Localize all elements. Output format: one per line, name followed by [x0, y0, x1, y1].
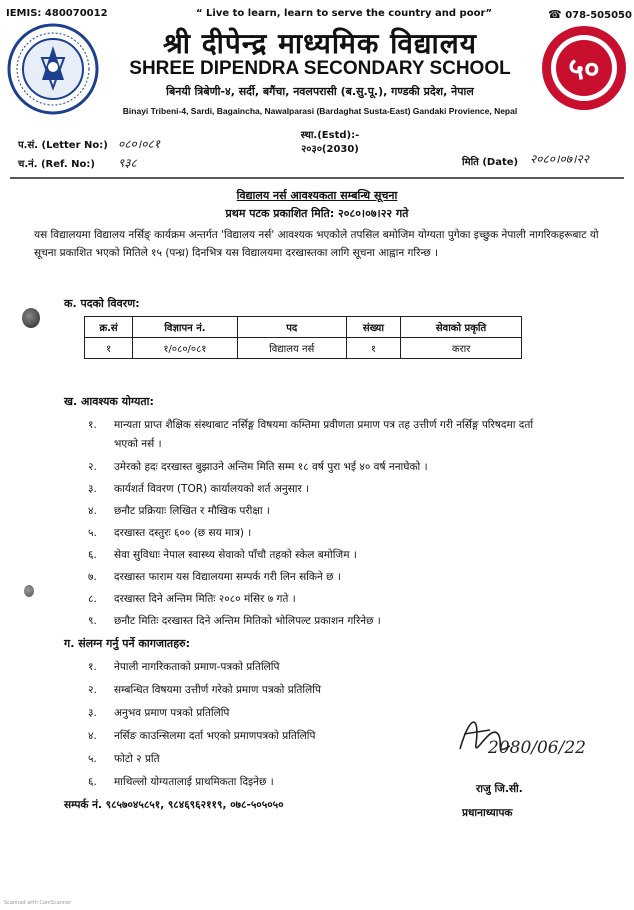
- school-logo-left: [6, 22, 100, 116]
- list-item: ८. दरखास्त दिने अन्तिम मितिः २०८० मंसिर ७ गते ।: [88, 593, 296, 605]
- scanner-watermark: Scanned with CamScanner: [4, 900, 72, 906]
- list-item: ३. कार्यशर्त विवरण (TOR) कार्यालयको शर्त अनुसार ।: [88, 483, 310, 495]
- address-english: Binayi Tribeni-4, Sardi, Bagaincha, Nawalparasi (Bardaghat Susta-East) Gandaki Provience, Nepal: [122, 106, 518, 116]
- cell-ad-no: १/०८०/०८१: [133, 338, 238, 359]
- list-item: ४. नर्सिङ काउन्सिलमा दर्ता भएको प्रमाणपत्रको प्रतिलिपि: [88, 730, 316, 742]
- signatory-name: राजु जि.सी.: [476, 783, 523, 795]
- anniversary-number: ५०: [568, 52, 600, 87]
- notice-intro: यस विद्यालयमा विद्यालय नर्सिङ् कार्यक्रम अन्तर्गत 'विद्यालय नर्स' आवश्यक भएकोले तपसिल बमोजिम योग्यता पुगेका इच्छुक नेपाली नागरिकहरूबाट यो सूचना प्रकाशित भएको मितिले १५ (पन्ध्र) दिनभित्र यस विद्यालयमा दरखास्तका लागि सूचना आह्वान गरिन्छ ।: [34, 229, 599, 259]
- phone-block: [548, 8, 632, 21]
- cell-service-type: करार: [401, 338, 522, 359]
- phone-number: 078-505050: [565, 10, 632, 21]
- letter-no-value: ०८०।०८१: [118, 137, 160, 151]
- list-item: ९. छनौट मितिः दरखास्त दिने अन्तिम मितिको भोलिपल्ट प्रकाशन गरिनेछ ।: [88, 615, 381, 627]
- punch-hole-small: [24, 585, 34, 597]
- table-row: [85, 338, 522, 359]
- list-item: २. सम्बन्धित विषयमा उत्तीर्ण गरेको प्रमाण पत्रको प्रतिलिपि: [88, 684, 321, 696]
- col-ad-no: विज्ञापन नं.: [133, 317, 238, 338]
- list-item: भएको नर्स ।: [114, 438, 162, 450]
- date-value: २०८०।०७।२२: [530, 152, 590, 166]
- col-sn: क्र.सं: [85, 317, 133, 338]
- notice-subtitle: प्रथम पटक प्रकाशित मिति: २०८०।०७।२२ गते: [225, 207, 409, 220]
- list-item: ३. अनुभव प्रमाण पत्रको प्रतिलिपि: [88, 707, 230, 719]
- list-item: ६. सेवा सुविधाः नेपाल स्वास्थ्य सेवाको पाँचौ तहको स्केल बमोजिम ।: [88, 549, 357, 561]
- anniversary-logo-right: [540, 24, 628, 112]
- list-item: ७. दरखास्त फाराम यस विद्यालयमा सम्पर्क गरी लिन सकिने छ ।: [88, 571, 341, 583]
- ref-no-value: ९३८: [118, 156, 137, 170]
- phone-icon: ☎: [548, 8, 562, 21]
- header-divider: [0, 176, 634, 182]
- school-motto: “ Live to learn, learn to serve the country and poor”: [196, 8, 493, 19]
- list-item: ५. फोटो २ प्रति: [88, 753, 160, 765]
- date-label: मिति (Date): [462, 157, 519, 168]
- section-a-heading: क. पदको विवरण:: [64, 297, 140, 310]
- punch-hole: [22, 308, 40, 328]
- cell-sn: १: [85, 338, 133, 359]
- ref-no-label: च.नं. (Ref. No:): [18, 159, 95, 170]
- letter-no-label: प.सं. (Letter No:): [18, 140, 108, 151]
- school-name-nepali: श्री दीपेन्द्र माध्यमिक विद्यालय: [162, 27, 478, 60]
- posts-table: [84, 316, 522, 359]
- established-year: स्था.(Estd):- २०३०(2030): [300, 130, 360, 155]
- signature-date: 2080/06/22: [488, 738, 586, 758]
- list-item: २. उमेरको हदः दरखास्त बुझाउने अन्तिम मिति सम्म १८ वर्ष पुरा भई ४० वर्ष ननाघेको ।: [88, 461, 428, 473]
- section-c-heading: ग. संलग्न गर्नु पर्ने कागजातहरु:: [64, 637, 191, 650]
- col-post: पद: [237, 317, 346, 338]
- cell-count: १: [346, 338, 400, 359]
- table-header-row: [85, 317, 522, 338]
- col-count: संख्या: [346, 317, 400, 338]
- section-b-heading: ख. आवश्यक योग्यता:: [64, 395, 154, 408]
- address-nepali: बिनयी त्रिबेणी-४, सर्दी, बगैंचा, नवलपरासी (ब.सु.पू.), गण्डकी प्रदेश, नेपाल: [166, 85, 474, 98]
- signatory-title: प्रधानाध्यापक: [462, 807, 513, 819]
- cell-post: विद्यालय नर्स: [237, 338, 346, 359]
- iemis-number: IEMIS: 480070012: [6, 8, 108, 19]
- list-item: १. नेपाली नागरिकताको प्रमाण-पत्रको प्रतिलिपि: [88, 661, 280, 673]
- school-name-english: SHREE DIPENDRA SECONDARY SCHOOL: [129, 58, 511, 79]
- list-item: ४. छनौट प्रक्रियाः लिखित र मौखिक परीक्षा ।: [88, 505, 270, 517]
- list-item: ५. दरखास्त दस्तुरः ६०० (छ सय मात्र) ।: [88, 527, 252, 539]
- list-item: ६. माथिल्लो योग्यतालाई प्राथमिकता दिइनेछ ।: [88, 776, 274, 788]
- contact-numbers: सम्पर्क नं. ९८५७०४५८५१, ९८४६९६२११९, ०७८-५०५०५०: [64, 799, 284, 811]
- notice-title: विद्यालय नर्स आवश्यकता सम्बन्धि सूचना: [236, 189, 398, 202]
- col-service-type: सेवाको प्रकृति: [401, 317, 522, 338]
- list-item: १. मान्यता प्राप्त शैक्षिक संस्थाबाट नर्सिङ्ग विषयमा कम्तिमा प्रवीणता प्रमाण पत्र तह उत्तीर्ण गरी नर्सिङ्ग परिषदमा दर्ता: [88, 419, 534, 431]
